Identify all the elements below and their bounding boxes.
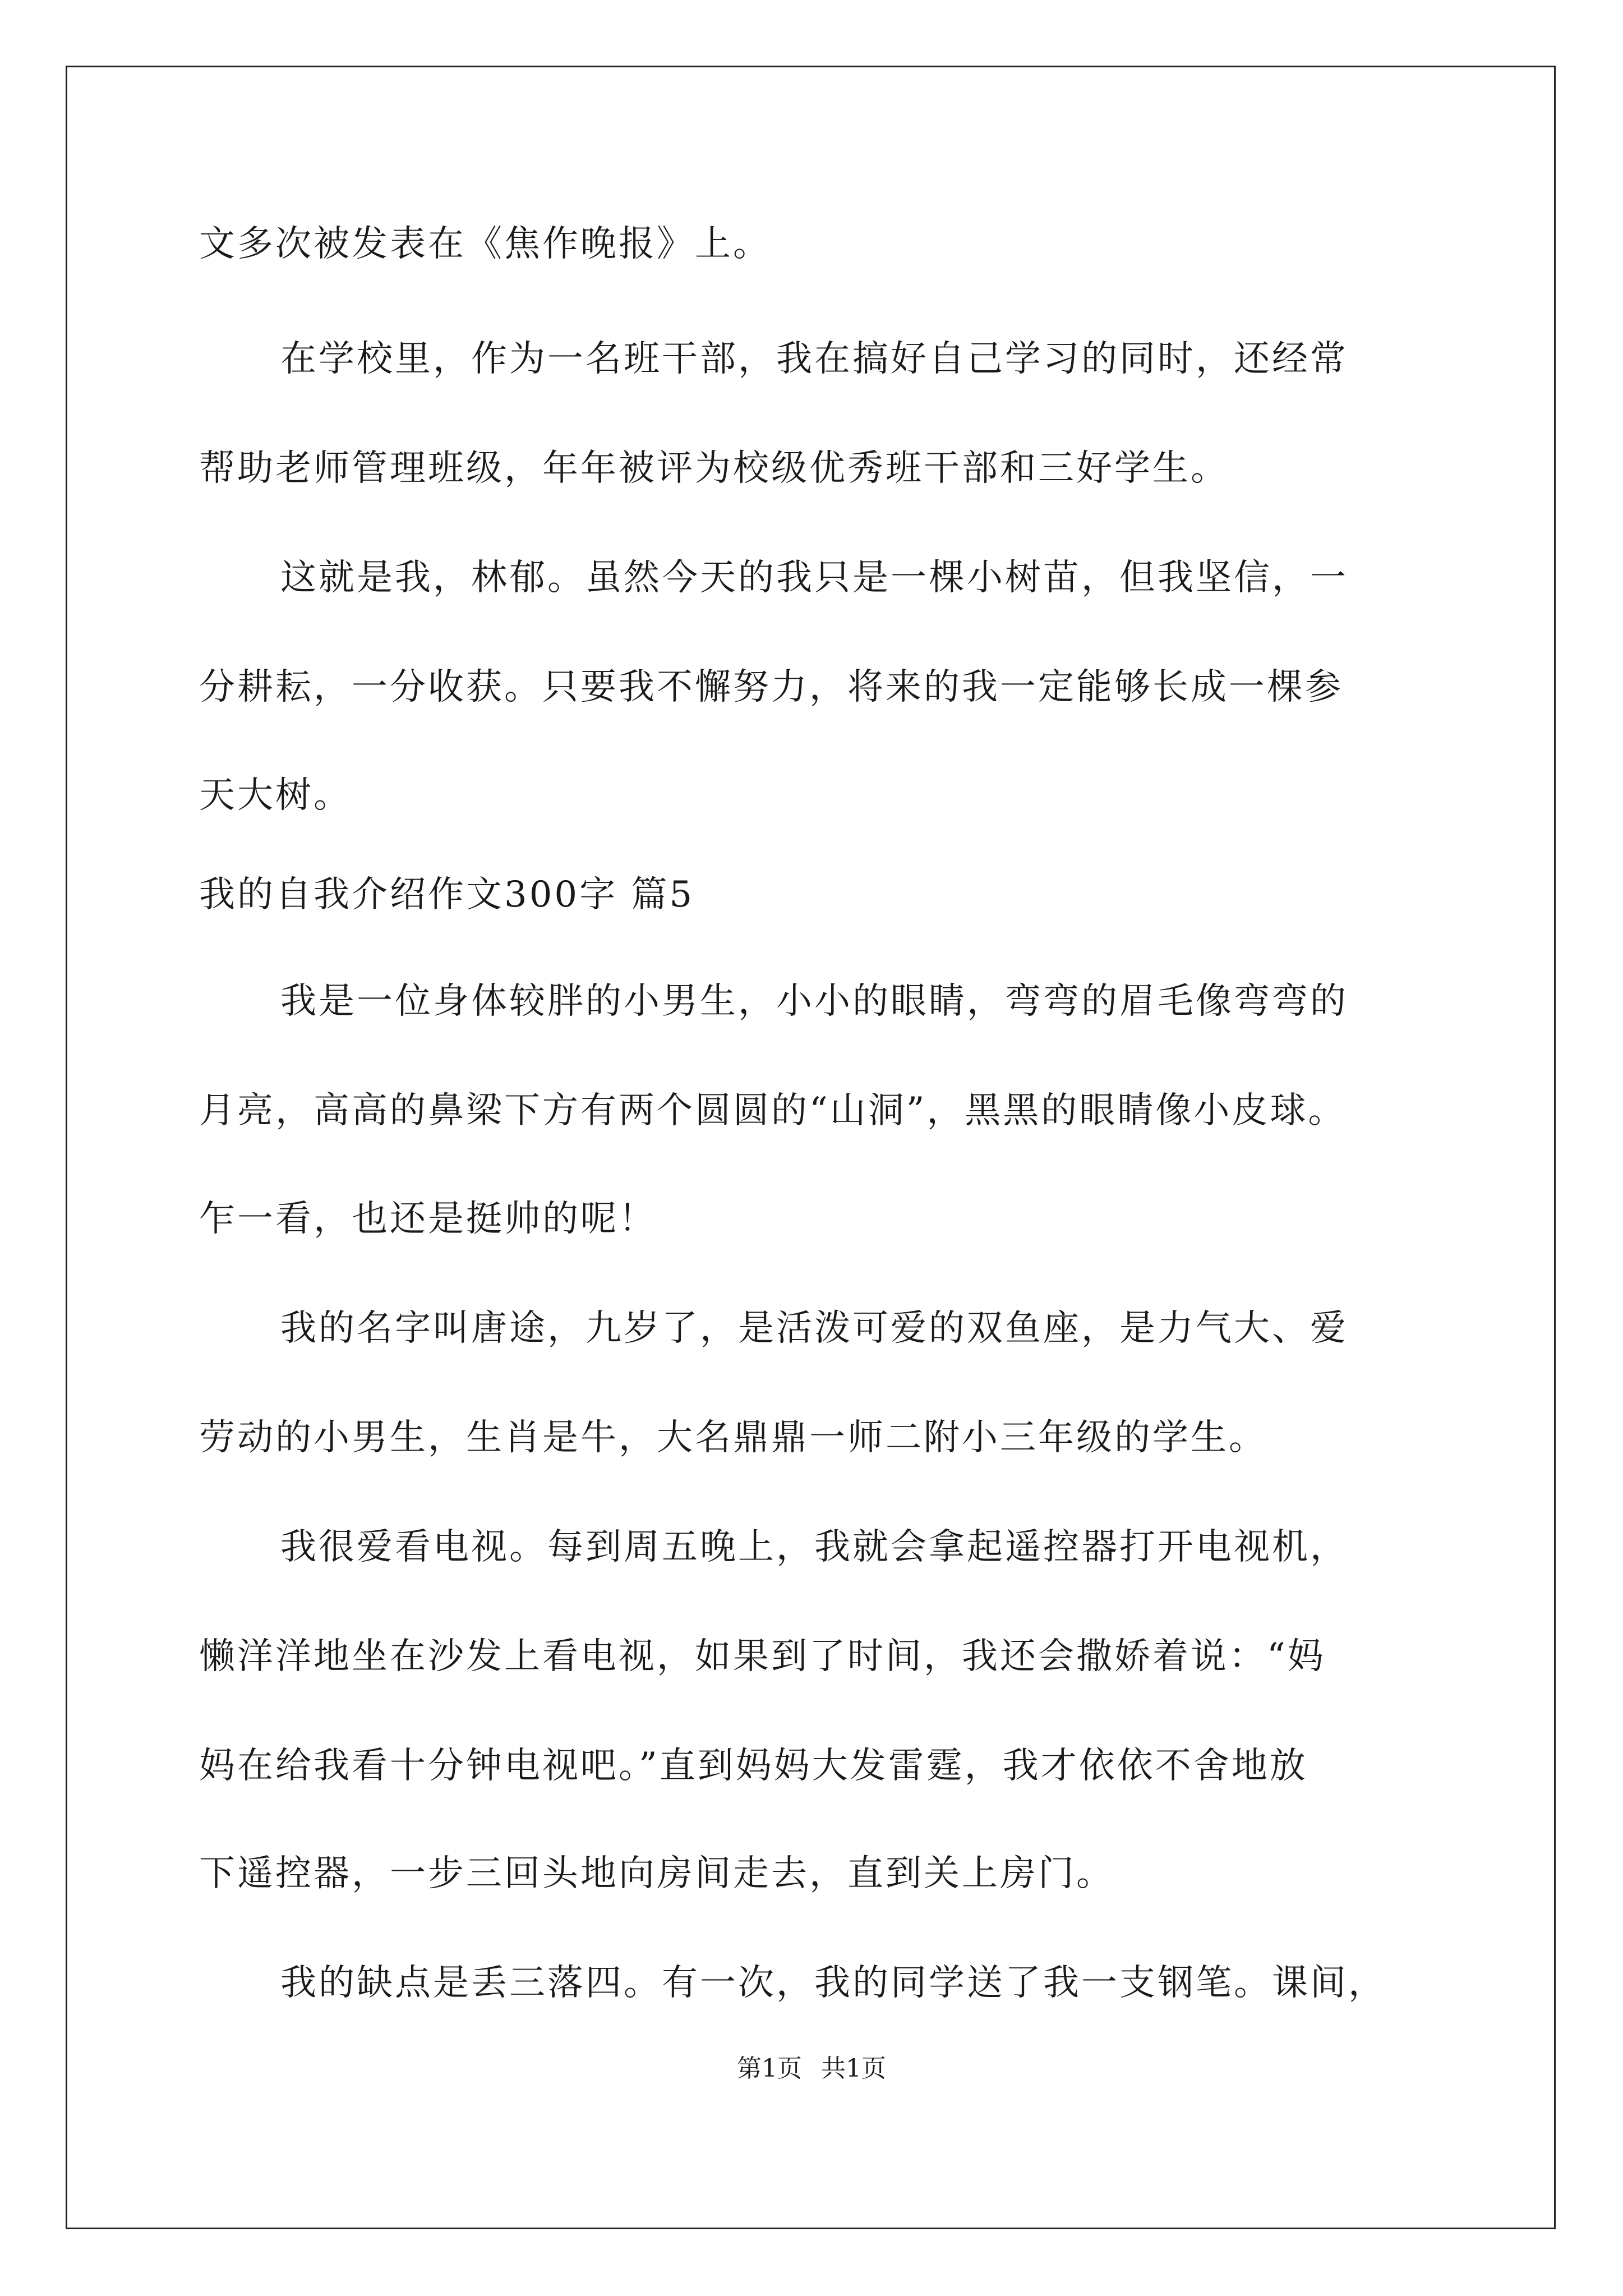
text-line: 乍一看，也还是挺帅的呢！ (199, 1198, 657, 1240)
text-line: 下遥控器，一步三回头地向房间走去，直到关上房门。 (199, 1853, 1114, 1894)
text-line: 帮助老师管理班级，年年被评为校级优秀班干部和三好学生。 (199, 448, 1229, 489)
page-number: 第1页 (737, 2054, 802, 2083)
paragraph-first-line: 我的缺点是丢三落四。有一次，我的同学送了我一支钢笔。课间， (280, 1962, 1386, 2004)
text-line: 分耕耘，一分收获。只要我不懈努力，将来的我一定能够长成一棵参 (199, 666, 1343, 708)
text-line: 天大树。 (199, 775, 352, 816)
text-line: 懒洋洋地坐在沙发上看电视，如果到了时间，我还会撒娇着说：“妈 (199, 1636, 1326, 1677)
text-line: 妈在给我看十分钟电视吧。”直到妈妈大发雷霆，我才依依不舍地放 (199, 1745, 1308, 1787)
text-line: 劳动的小男生，生肖是牛，大名鼎鼎一师二附小三年级的学生。 (199, 1417, 1267, 1458)
section-heading: 我的自我介绍作文300字 篇5 (199, 874, 695, 915)
paragraph-first-line: 这就是我，林郁。虽然今天的我只是一棵小树苗，但我坚信，一 (280, 557, 1348, 599)
paragraph-first-line: 在学校里，作为一名班干部，我在搞好自己学习的同时，还经常 (280, 338, 1348, 380)
page-border (66, 66, 1556, 2229)
page-total: 共1页 (821, 2054, 886, 2083)
page-footer (0, 2053, 1623, 2085)
paragraph-first-line: 我是一位身体较胖的小男生，小小的眼睛，弯弯的眉毛像弯弯的 (280, 981, 1348, 1022)
text-line: 月亮，高高的鼻梁下方有两个圆圆的“山洞”，黑黑的眼睛像小皮球。 (199, 1090, 1347, 1131)
paragraph-first-line: 我的名字叫唐途，九岁了，是活泼可爱的双鱼座，是力气大、爱 (280, 1308, 1348, 1349)
paragraph-first-line: 我很爱看电视。每到周五晚上，我就会拿起遥控器打开电视机， (280, 1526, 1348, 1568)
text-line: 文多次被发表在《焦作晚报》上。 (199, 223, 771, 265)
